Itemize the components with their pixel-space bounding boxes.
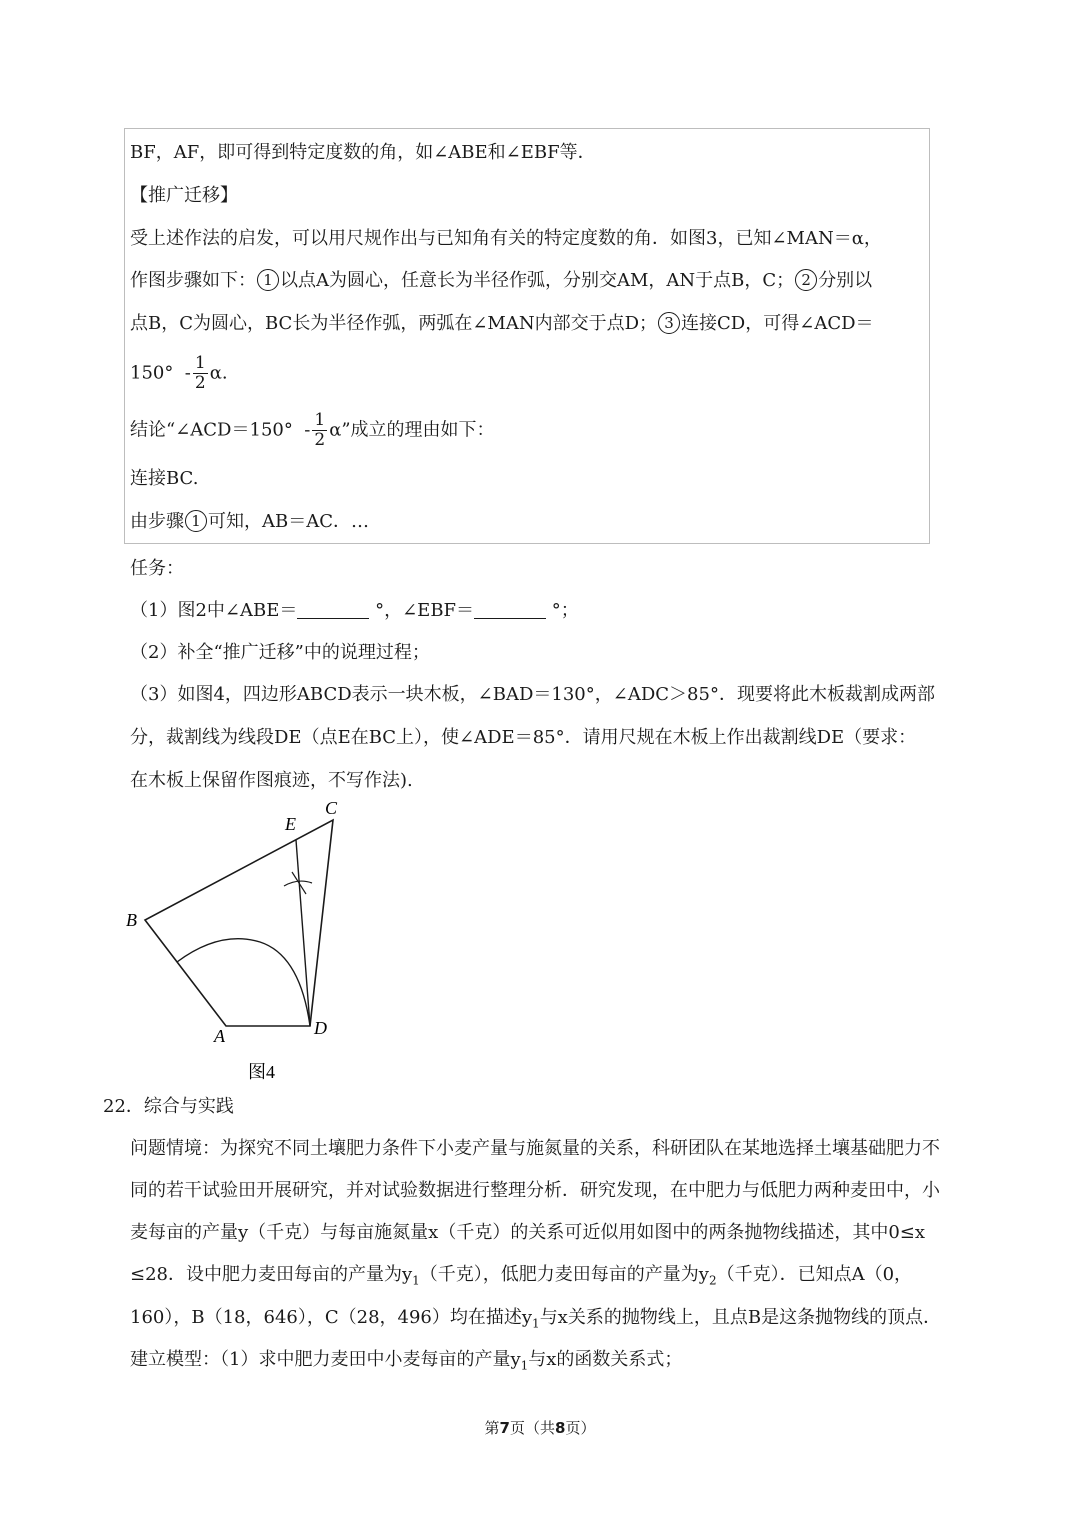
- footer-post: 页）: [565, 1419, 596, 1437]
- frac-den: 2: [194, 373, 206, 393]
- figure-4: [100, 790, 400, 1100]
- frac-num-2: 1: [314, 410, 326, 430]
- from-step-suffix: 可知，AB＝AC．…: [208, 511, 369, 532]
- q22-line-6: [130, 1347, 682, 1379]
- sub-1c: 1: [520, 1358, 529, 1373]
- sub-1: 1: [412, 1273, 420, 1288]
- box-line-1: BF，AF，即可得到特定度数的角，如∠ABE和∠EBF等．: [130, 142, 596, 163]
- q22-l5-b: 与x关系的抛物线上，且点B是这条抛物线的顶点．: [539, 1307, 942, 1328]
- sub-1b: 1: [532, 1316, 540, 1331]
- q22-line-2: 同的若干试验田开展研究，并对试验数据进行整理分析．研究发现，在中肥力与低肥力两种麦田中，小: [130, 1180, 940, 1201]
- quadrilateral-abcd: [145, 820, 333, 1026]
- task-1-c: °；: [551, 600, 579, 621]
- label-d: D: [314, 1018, 327, 1038]
- box-reason: 结论“∠ACD＝150° - $\frac{1}{2}$ α”成立的理由如下：: [130, 410, 495, 450]
- q22-l5-a: 160），B（18，646），C（28，496）均在描述y: [130, 1307, 533, 1328]
- segment-de: [296, 840, 310, 1026]
- arc-construction: [177, 939, 310, 1026]
- result-suffix: α.: [209, 362, 228, 384]
- fraction-half: [193, 354, 208, 393]
- circled-1: 1: [257, 269, 279, 291]
- q22-line-1: 问题情境：为探究不同土壤肥力条件下小麦产量与施氮量的关系，科研团队在某地选择土壤基础肥力不: [130, 1138, 940, 1159]
- q22-l6-b: 与x的函数关系式；: [528, 1349, 683, 1370]
- step-2-cont: 点B，C为圆心，BC长为半径作弧，两弧在∠MAN内部交于点D；: [130, 313, 658, 334]
- reason-prefix: 结论“∠ACD＝150°: [130, 419, 293, 441]
- reason-suffix: α”成立的理由如下：: [329, 419, 495, 441]
- task-1: [130, 598, 579, 624]
- task-1-b: °，∠EBF＝: [375, 600, 475, 621]
- q22-l4-b: （千克），低肥力麦田每亩的产量为y: [419, 1264, 709, 1285]
- footer-total: 8: [555, 1419, 566, 1437]
- step-2-text: 分别以: [818, 270, 873, 291]
- circled-2: 2: [795, 269, 817, 291]
- label-b: B: [126, 910, 137, 930]
- q22-l6-a: 建立模型：（1）求中肥力麦田中小麦每亩的产量y: [130, 1349, 521, 1370]
- q22-line-3: 麦每亩的产量y（千克）与每亩施氮量x（千克）的关系可近似用如图中的两条抛物线描述，其中0≤x: [130, 1222, 926, 1243]
- box-from-step: [130, 509, 369, 535]
- circled-3: 3: [658, 312, 680, 334]
- from-step-prefix: 由步骤: [130, 511, 184, 532]
- q22-l4-c: （千克）．已知点A（0，: [716, 1264, 913, 1285]
- fraction-half-2: [312, 411, 327, 450]
- q22-line-5: [130, 1305, 941, 1337]
- task-3-line-2: 分，裁割线为线段DE（点E在BC上），使∠ADE＝85°．请用尺规在木板上作出裁割线DE（要求：: [130, 727, 917, 748]
- box-connect: 连接BC.: [130, 468, 199, 489]
- box-heading: 【推广迁移】: [130, 185, 238, 206]
- page-footer: [0, 1418, 1080, 1438]
- frac-num: 1: [194, 353, 206, 373]
- answer-blank-2: [474, 600, 546, 619]
- result-prefix: 150°: [130, 362, 174, 384]
- frac-den-2: 2: [314, 430, 326, 450]
- box-line-5: [130, 311, 874, 337]
- sub-2: 2: [708, 1273, 717, 1288]
- q22-l4-a: ≤28．设中肥力麦田每亩的产量为y: [130, 1264, 413, 1285]
- question-22-title: 22．综合与实践: [103, 1096, 234, 1117]
- box-line-3: 受上述作法的启发，可以用尺规作出与已知角有关的特定度数的角．如图3，已知∠MAN＝α，: [130, 228, 882, 249]
- label-c: C: [325, 798, 338, 818]
- label-e: E: [285, 814, 296, 834]
- task-3-line-1: （3）如图4，四边形ABCD表示一块木板，∠BAD＝130°，∠ADC＞85°．现要将此木板裁割成两部: [130, 684, 935, 705]
- task-2: （2）补全“推广迁移”中的说理过程；: [130, 642, 430, 663]
- box-result: 150° - $\frac{1}{2}$ α.: [130, 353, 228, 393]
- footer-mid: 页（共: [509, 1419, 555, 1437]
- step-3-text: 连接CD，可得∠ACD＝: [681, 313, 874, 334]
- footer-page: 7: [499, 1419, 510, 1437]
- box-line-4: [130, 268, 872, 294]
- task-3-line-3: 在木板上保留作图痕迹，不写作法).: [130, 770, 413, 791]
- answer-blank-1: [297, 600, 369, 619]
- step-1-text: 以点A为圆心，任意长为半径作弧，分别交AM，AN于点B，C；: [280, 270, 795, 291]
- circled-1b: 1: [185, 510, 207, 532]
- tasks-label: 任务：: [130, 558, 184, 579]
- task-1-a: （1）图2中∠ABE＝: [130, 600, 298, 621]
- label-a: A: [214, 1026, 225, 1046]
- steps-prefix: 作图步骤如下：: [130, 270, 256, 291]
- figure-caption: 图4: [248, 1062, 275, 1082]
- q22-line-4: [130, 1262, 912, 1294]
- footer-pre: 第: [484, 1419, 500, 1437]
